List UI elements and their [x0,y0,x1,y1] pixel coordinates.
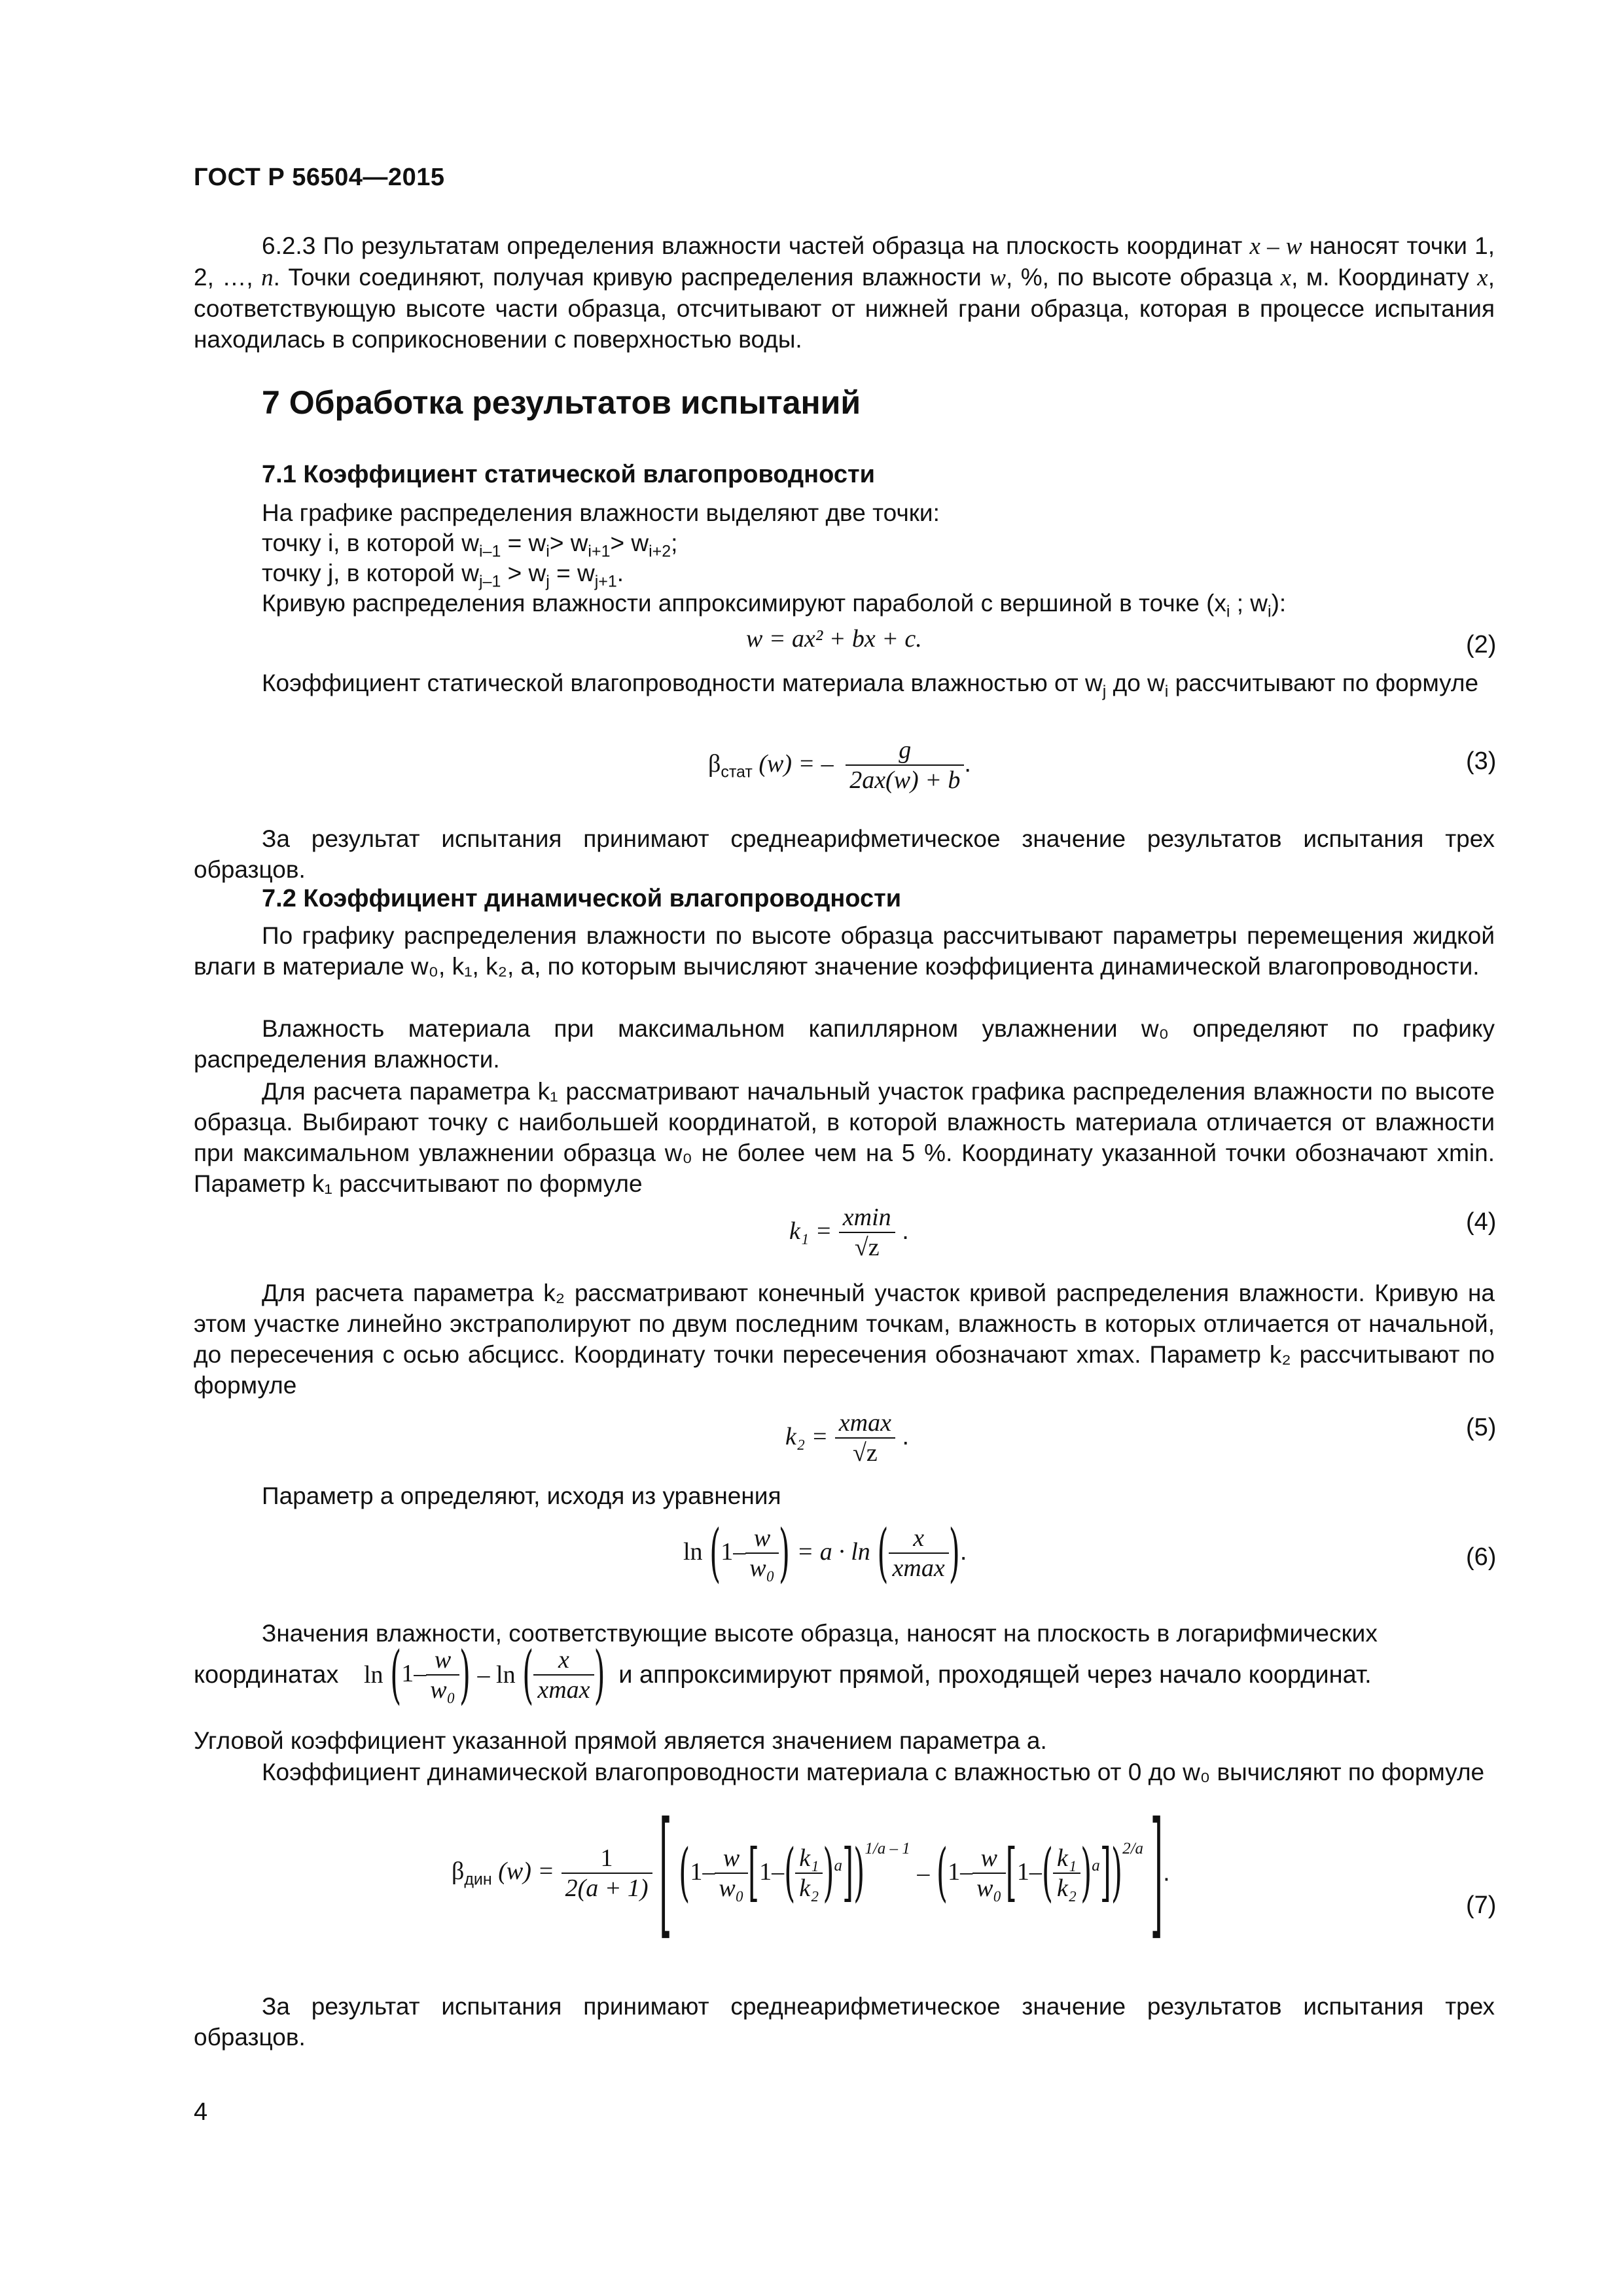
text-line: На графике распределения влажности выделяют две точки: [262,499,940,526]
equation-number-7: (7) [1466,1892,1497,1919]
text-paragraph: За результат испытания принимают среднеарифметическое значение результатов испытания трех образцов. [194,825,1495,883]
formula-5: k₂ = $\frac{xmax}{√z}$ . [785,1409,910,1467]
equation-number-3: (3) [1466,747,1497,775]
text-line: Коэффициент статической влагопроводности материала влажностью от $w_j$ до $w_i$ рассчитывают по формуле [262,670,1479,701]
text-line: Параметр a определяют, исходя из уравнения [262,1482,781,1509]
text-paragraph: За результат испытания принимают среднеарифметическое значение результатов испытания трех образцов. [194,1993,1495,2051]
section-7-1-title: 7.1 Коэффициент статической влагопроводности [262,461,875,488]
equation-number-5: (5) [1466,1414,1497,1441]
equation-number-6: (6) [1466,1543,1497,1571]
text-paragraph: Влажность материала при максимальном капиллярном увлажнении w₀ определяют по графику распределения влажности. [194,1015,1495,1073]
text-line: точку j, в которой $w_{j-1} > w_j = w_{j+1}$. [262,560,624,591]
text-line: Угловой коэффициент указанной прямой является значением параметра a. [194,1727,1047,1754]
text-line: точку i, в которой $w_{i-1} = w_i> w_{i+1}> w_{i+2}$; [262,529,678,561]
section-7-2-title: 7.2 Коэффициент динамической влагопроводности [262,885,902,912]
formula-3: $\beta_{стат}$ (w) = – $\frac{g}{2ax(w) + b}$ . [708,736,971,794]
coordinates-line: координатах ln (1– $\frac{w}{\text{w₀}}$ ) – ln ( $\frac{x}{xmax}$ ) и аппроксимируют прямой, проходящей через начало координат. [194,1638,1372,1712]
paragraph-6-2-3: 6.2.3 По результатам определения влажности частей образца на плоскость координат x – w наносят точки 1, 2, …, n. Точки соединяют, получая кривую распределения влажности w, %, по высоте образца x, м. Координату x, соответствующую высоте части образца, отсчитывают от нижней грани образца, которая в процессе испытания находилась в соприкосновении с поверхностью воды. [194,232,1495,353]
text-paragraph: Коэффициент динамической влагопроводности материала с влажностью от 0 до w₀ вычисляют по формуле [262,1759,1485,1785]
document-header: ГОСТ Р 56504—2015 [194,164,445,191]
equation-number-2: (2) [1466,631,1497,658]
formula-7: $\beta_{дин}$ (w) = $\frac{1}{2(a + 1)}$ [ (1– $\frac{w}{\text{w₀}}$ [1–( $\frac{\text{k₁}}{\text{k₂}}$ )$^a$])$^{1/a - 1}$ – (1– $\frac{w}{\text{w₀}}$ [1–( $\frac{\text{k₁}}{\text{k₂}}$ )$^a$])$^{2/a}$ ]. [452,1793,1170,1953]
section-7-title: 7 Обработка результатов испытаний [262,384,861,421]
text-line: Значения влажности, соответствующие высоте образца, наносят на плоскость в логарифмических [262,1620,1378,1647]
equation-number-4: (4) [1466,1208,1497,1236]
text-paragraph: Для расчета параметра k₂ рассматривают конечный участок кривой распределения влажности. Кривую на этом участке линейно экстраполируют по двум последним точкам, влажность в которых отличается от начальной, до пересечения с осью абсцисс. Координату точки пересечения обозначают xmax. Параметр k₂ рассчитывают по формуле [194,1280,1495,1399]
text-paragraph: По графику распределения влажности по высоте образца рассчитывают параметры перемещения жидкой влаги в материале w₀, k₁, k₂, a, по которым вычисляют значение коэффициента динамической влагопроводности. [194,922,1495,980]
page-number: 4 [194,2098,208,2126]
formula-6: ln (1– $\frac{w}{\text{w₀}}$ ) = a · ln ( $\frac{x}{xmax}$ ). [683,1516,967,1590]
text-paragraph: Для расчета параметра k₁ рассматривают начальный участок графика распределения влажности по высоте образца. Выбирают точку с наибольшей координатой, в которой влажность материала отличается от влажности при максимальном увлажнении образца w₀ не более чем на 5 %. Координату указанной точки обозначают xmin. Параметр k₁ рассчитывают по формуле [194,1078,1495,1197]
formula-4: k₁ = $\frac{xmin}{√z}$ . [789,1204,909,1261]
formula-2: w = ax² + bx + c. [746,625,922,653]
text-line: Кривую распределения влажности аппроксимируют параболой с вершиной в точке ($x_i$ ; $w_i$): [262,590,1287,621]
